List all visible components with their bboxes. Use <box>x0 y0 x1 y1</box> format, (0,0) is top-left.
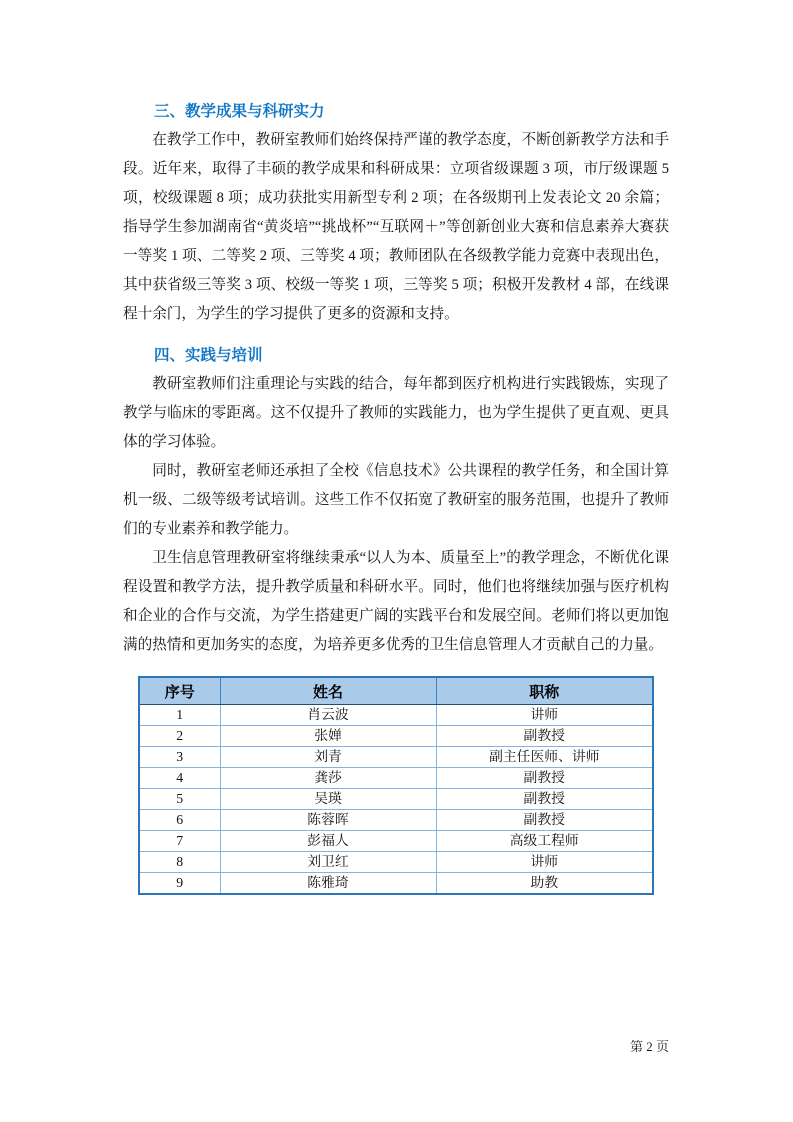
cell-title: 高级工程师 <box>436 831 653 852</box>
cell-number: 1 <box>139 705 220 726</box>
table-row <box>139 831 653 852</box>
cell-name: 陈蓉晖 <box>220 810 436 831</box>
cell-title: 讲师 <box>436 705 653 726</box>
table-row <box>139 810 653 831</box>
cell-name: 龚莎 <box>220 768 436 789</box>
cell-title: 副教授 <box>436 726 653 747</box>
paragraph-practice: 教研室教师们注重理论与实践的结合，每年都到医疗机构进行实践锻炼，实现了教学与临床的零距离。这不仅提升了教师的实践能力，也为学生提供了更直观、更具体的学习体验。 <box>123 376 669 450</box>
page-number-footer: 第 2 页 <box>629 1039 669 1054</box>
cell-number: 9 <box>139 873 220 895</box>
cell-name: 吴瑛 <box>220 789 436 810</box>
paragraph-achievements: 在教学工作中，教研室教师们始终保持严谨的教学态度，不断创新教学方法和手段。近年来，取得了丰硕的教学成果和科研成果：立项省级课题 3 项，市厅级课题 5 项，校级课题 8 项；成功获批实用新型专利 2 项；在各级期刊上发表论文 20 余篇；指导学生参加湖南省“黄炎培”“挑战杯”“互联网＋”等创新创业大赛和信息素养大赛获一等奖 1 项、二等奖 2 项、三等奖 4 项；教师团队在各级教学能力竞赛中表现出色，其中获省级三等奖 3 项、校级一等奖 1 项，三等奖 5 项；积极开发教材 4 部，在线课程十余门，为学生的学习提供了更多的资源和支持。 <box>123 132 669 322</box>
cell-name: 肖云波 <box>220 705 436 726</box>
cell-title: 副教授 <box>436 810 653 831</box>
cell-name: 刘青 <box>220 747 436 768</box>
table-header-name: 姓名 <box>220 677 436 705</box>
table-row <box>139 705 653 726</box>
cell-name: 张婵 <box>220 726 436 747</box>
section-heading-teaching-achievements: 三、教学成果与科研实力 <box>154 103 325 120</box>
staff-table <box>138 676 654 895</box>
cell-name: 刘卫红 <box>220 852 436 873</box>
cell-number: 4 <box>139 768 220 789</box>
cell-title: 副教授 <box>436 768 653 789</box>
cell-number: 3 <box>139 747 220 768</box>
table-row <box>139 726 653 747</box>
table-header-number: 序号 <box>139 677 220 705</box>
table-row <box>139 873 653 895</box>
cell-title: 助教 <box>436 873 653 895</box>
table-header-title: 职称 <box>436 677 653 705</box>
cell-number: 8 <box>139 852 220 873</box>
table-row <box>139 789 653 810</box>
table-row <box>139 768 653 789</box>
cell-name: 彭福人 <box>220 831 436 852</box>
cell-title: 副教授 <box>436 789 653 810</box>
table-row <box>139 852 653 873</box>
paragraph-courses: 同时，教研室老师还承担了全校《信息技术》公共课程的教学任务，和全国计算机一级、二级等级考试培训。这些工作不仅拓宽了教研室的服务范围，也提升了教师们的专业素养和教学能力。 <box>123 463 669 537</box>
cell-number: 7 <box>139 831 220 852</box>
paragraph-outlook: 卫生信息管理教研室将继续秉承“以人为本、质量至上”的教学理念，不断优化课程设置和教学方法，提升教学质量和科研水平。同时，他们也将继续加强与医疗机构和企业的合作与交流，为学生搭建更广阔的实践平台和发展空间。老师们将以更加饱满的热情和更加务实的态度，为培养更多优秀的卫生信息管理人才贡献自己的力量。 <box>123 550 669 653</box>
cell-title: 讲师 <box>436 852 653 873</box>
table-header-row <box>139 677 653 705</box>
cell-number: 2 <box>139 726 220 747</box>
cell-number: 6 <box>139 810 220 831</box>
cell-title: 副主任医师、讲师 <box>436 747 653 768</box>
cell-name: 陈雅琦 <box>220 873 436 895</box>
table-row <box>139 747 653 768</box>
section-heading-practice-training: 四、实践与培训 <box>154 347 263 364</box>
cell-number: 5 <box>139 789 220 810</box>
